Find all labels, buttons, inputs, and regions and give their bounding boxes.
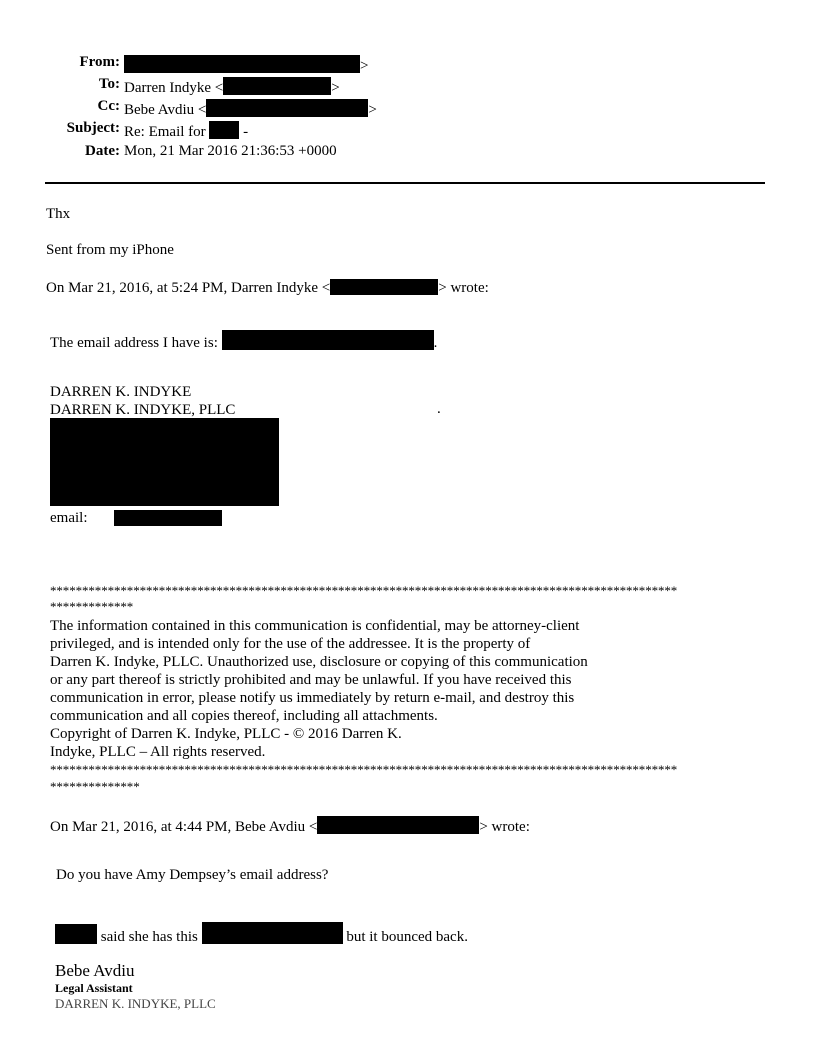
signature2-firm: DARREN K. INDYKE, PLLC <box>55 996 216 1011</box>
quote2-attribution <box>50 816 530 835</box>
redaction-block <box>330 279 438 295</box>
subject-suffix: - <box>243 124 249 140</box>
disclaimer-line: communication in error, please notify us immediately by return e-mail, and destroy this <box>50 690 575 706</box>
quote1-intro: On Mar 21, 2016, at 5:24 PM, Darren Indyke < <box>46 280 331 296</box>
cc-label: Cc: <box>97 98 120 114</box>
disclaimer-line: or any part thereof is strictly prohibited and may be unlawful. If you have received this <box>50 672 572 688</box>
to-name: Darren Indyke < <box>124 80 224 96</box>
signature2-name: Bebe Avdiu <box>55 961 135 980</box>
stars-separator: ************** <box>50 779 140 794</box>
confidentiality-disclaimer <box>50 617 670 761</box>
subject-value <box>124 121 248 140</box>
redaction-block <box>317 816 479 834</box>
cc-name: Bebe Avdiu < <box>124 102 207 118</box>
redaction-block <box>55 924 97 944</box>
from-gt: > <box>360 58 369 74</box>
quote2-intro: On Mar 21, 2016, at 4:44 PM, Bebe Avdiu < <box>50 819 318 835</box>
question-line: Do you have Amy Dempsey’s email address? <box>56 867 329 883</box>
cc-value <box>124 99 377 118</box>
redaction-block <box>209 121 239 139</box>
disclaimer-line: privileged, and is intended only for the use of the addressee. It is the property of <box>50 636 531 652</box>
disclaimer-line: The information contained in this communication is confidential, may be attorney-client <box>50 618 580 634</box>
disclaimer-line: Copyright of Darren K. Indyke, PLLC - © 2016 Darren K. <box>50 726 402 742</box>
redaction-block <box>222 330 434 350</box>
from-value <box>124 55 368 74</box>
disclaimer-line: Darren K. Indyke, PLLC. Unauthorized use, disclosure or copying of this communication <box>50 654 588 670</box>
sent-from-line: Sent from my iPhone <box>46 242 174 258</box>
email-address-line <box>50 330 437 351</box>
signature-name: DARREN K. INDYKE <box>50 384 192 400</box>
signature2-title: Legal Assistant <box>55 981 133 995</box>
signature-email-label: email: <box>50 510 88 526</box>
stars-separator: ************************************************************************************************** <box>50 583 678 598</box>
reply-text: Thx <box>46 206 71 222</box>
subject-text: Re: Email for <box>124 124 206 140</box>
email-line-end: . <box>433 335 438 351</box>
quote1-wrote: > wrote: <box>438 280 489 296</box>
from-label: From: <box>79 54 120 70</box>
quote1-attribution <box>46 279 489 296</box>
disclaimer-line: communication and all copies thereof, including all attachments. <box>50 708 438 724</box>
cc-gt: > <box>368 102 377 118</box>
signature-dot: . <box>437 401 441 417</box>
disclaimer-line: Indyke, PLLC – All rights reserved. <box>50 744 266 760</box>
redaction-block <box>50 418 279 506</box>
signature-firm: DARREN K. INDYKE, PLLC <box>50 402 236 418</box>
stars-separator: ************* <box>50 599 134 614</box>
to-label: To: <box>98 76 120 92</box>
header-divider <box>45 182 765 184</box>
redaction-block <box>223 77 331 95</box>
subject-label: Subject: <box>66 120 120 136</box>
to-gt: > <box>331 80 340 96</box>
to-value <box>124 77 340 96</box>
stars-separator: ************************************************************************************************** <box>50 762 678 777</box>
bounce-line <box>55 922 468 945</box>
date-value: Mon, 21 Mar 2016 21:36:53 +0000 <box>124 143 337 159</box>
bounce-mid: said she has this <box>100 929 198 945</box>
bounce-end: but it bounced back. <box>346 929 468 945</box>
email-line-text: The email address I have is: <box>50 335 218 351</box>
quote2-wrote: > wrote: <box>479 819 530 835</box>
redaction-block <box>206 99 368 117</box>
redaction-block <box>202 922 343 944</box>
redaction-block <box>124 55 360 73</box>
redaction-block <box>114 510 222 526</box>
date-label: Date: <box>85 143 120 159</box>
